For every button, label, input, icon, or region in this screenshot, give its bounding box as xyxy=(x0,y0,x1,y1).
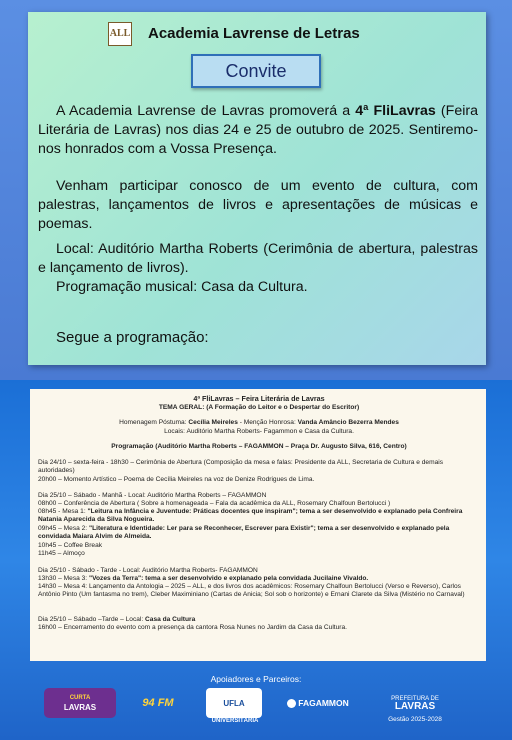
org-title: Academia Lavrense de Letras xyxy=(148,25,360,42)
day3-mesa4: 14h30 – Mesa 4: Lançamento da Antologia – 2025 – ALL, e dos livros dos acadêmicos: Rosemary Chalfoun Bertolucci (Verso e Reverso), Carlos Antônio Pinto (Um fantasma no trem), Cleber Maximiniano (Cartas de Anicia; Sol sob o horizonte) e Ernani Clarete da Silva (Mistério no Carnaval) xyxy=(38,583,465,598)
fagammon-icon xyxy=(287,699,296,708)
day3-mesa3: 13h30 – Mesa 3: "Vozes da Terra": tema a ser desenvolvido e explanado pela convidada Jucilaine Vivaldo. xyxy=(38,575,369,582)
invite-paragraph-3: Local: Auditório Martha Roberts (Cerimônia de abertura, palestras e lançamento de livros). xyxy=(38,241,478,276)
gestao-label: Gestão 2025-2028 xyxy=(388,716,442,723)
invite-paragraph-5: Segue a programação: xyxy=(56,329,209,346)
day2-coffee: 10h45 – Coffee Break xyxy=(38,542,103,549)
fagammon-logo xyxy=(276,688,360,718)
day2-lunch: 11h45 – Almoço xyxy=(38,550,85,557)
program-heading: Programação (Auditório Martha Roberts – FAGAMMON – Praça Dr. Augusto Silva, 616, Centro) xyxy=(111,443,407,450)
curta-lavras-logo xyxy=(44,688,116,718)
universitaria-label: UNIVERSITÁRIA xyxy=(211,718,259,724)
day1-opening: Dia 24/10 – sexta-feira - 18h30 – Cerimônia de Abertura (Composição da mesa e falas: Presidente da ALL, Secretaria de Cultura e demais autoridades) xyxy=(38,459,444,474)
day3-header: Dia 25/10 - Sábado - Tarde - Local: Auditório Martha Roberts- FAGAMMON xyxy=(38,567,258,574)
prefeitura-lavras-label: LAVRAS xyxy=(394,701,436,712)
day4-header: Dia 25/10 – Sábado –Tarde – Local: Casa da Cultura xyxy=(38,616,196,623)
program-locations: Locais: Auditório Martha Roberts- Fagammon e Casa da Cultura. xyxy=(164,428,354,435)
ufla-logo: UFLA xyxy=(206,688,262,718)
invite-paragraph-1: A Academia Lavrense de Lavras promoverá a 4ª FliLavras (Feira Literária de Lavras) nos dias 24 e 25 de outubro de 2025. Sentiremo-nos honrados com a Vossa Presença. xyxy=(38,103,478,157)
all-logo-icon: ALL xyxy=(108,22,132,46)
fagammon-label: FAGAMMON xyxy=(298,698,349,708)
convite-button[interactable]: Convite xyxy=(191,54,321,88)
day2-mesa1: 08h45 - Mesa 1: "Leitura na Infância e Juventude: Práticas docentes que inspiram"; tema a ser desenvolvido e explanado pela Confreira Natania Aparecida da Silva Nogueira. xyxy=(38,508,463,523)
invite-paragraph-2: Venham participar conosco de um evento de cultura, com palestras, lançamentos de livros e apresentações de músicas e poemas. xyxy=(38,178,478,232)
sponsors-title: Apoiadores e Parceiros: xyxy=(210,674,302,684)
radio-94-logo: 94 FM xyxy=(142,697,174,709)
program-honors: Homenagem Póstuma: Cecília Meireles - Menção Honrosa: Vanda Amâncio Bezerra Mendes xyxy=(119,419,399,426)
curta-label: CURTA xyxy=(69,695,91,701)
lavras-label: LAVRAS xyxy=(63,703,97,712)
day2-header: Dia 25/10 – Sábado - Manhã - Local: Auditório Martha Roberts – FAGAMMON xyxy=(38,492,267,499)
prefeitura-label: PREFEITURA DE xyxy=(391,696,439,702)
prefeitura-lavras-logo xyxy=(370,688,460,718)
day4-closing: 16h00 – Encerramento do evento com a presença da cantora Rosa Nunes no Jardim da Casa da Cultura. xyxy=(38,624,347,631)
program-title: 4ª FliLavras – Feira Literária de Lavras xyxy=(193,394,325,403)
day1-artistic: 20h00 – Momento Artístico – Poema de Cecília Meireles na voz de Denize Rodrigues de Lima. xyxy=(38,476,315,483)
invite-paragraph-4: Programação musical: Casa da Cultura. xyxy=(56,279,308,295)
program-card xyxy=(30,389,486,661)
program-theme: TEMA GERAL: (A Formação do Leitor e o Despertar do Escritor) xyxy=(158,404,360,411)
invitation-card xyxy=(28,12,486,365)
day2-conference: 08h00 – Conferência de Abertura ( Sobre a homenageada – Fala da acadêmica da ALL, Rosemary Chalfoun Bertolucci ) xyxy=(38,500,391,507)
day2-mesa2: 09h45 – Mesa 2: "Literatura e Identidade: Ler para se Reconhecer, Escrever para Existir"; tema a ser desenvolvido e explanado pela convidada Maiara Alvim de Almeida. xyxy=(38,525,450,540)
